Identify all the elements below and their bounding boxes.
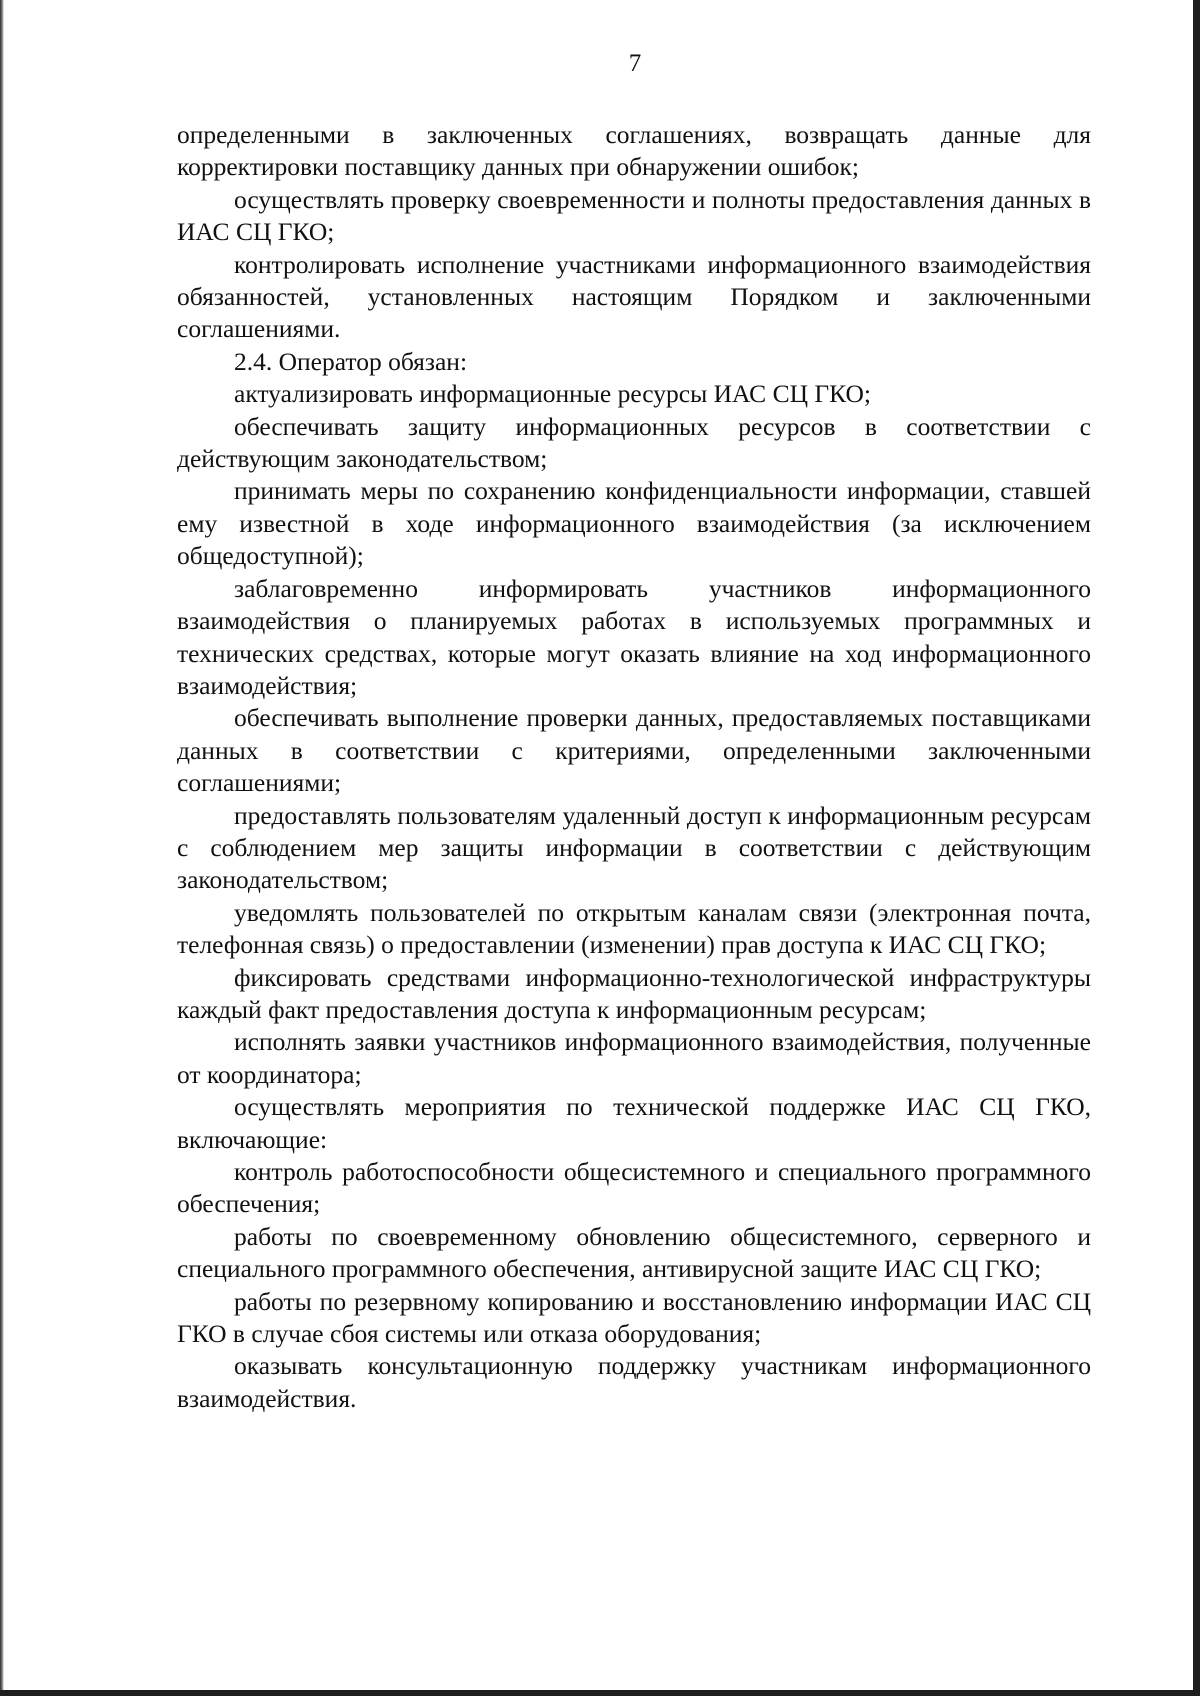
paragraph: оказывать консультационную поддержку участникам информационного взаимодействия. — [177, 1351, 1091, 1413]
paragraph: контроль работоспособности общесистемного и специального программного обеспечения; — [177, 1157, 1091, 1219]
paragraph-continuation: определенными в заключенных соглашениях, возвращать данные для корректировки поставщику данных при обнаружении ошибок; — [177, 120, 1091, 182]
section-heading: 2.4. Оператор обязан: — [234, 346, 468, 376]
paragraph: фиксировать средствами информационно-технологической инфраструктуры каждый факт предоставления доступа к информационным ресурсам; — [177, 962, 1091, 1024]
scan-edge-right — [1193, 0, 1200, 1696]
paragraph: работы по резервному копированию и восстановлению информации ИАС СЦ ГКО в случае сбоя системы или отказа оборудования; — [177, 1286, 1091, 1349]
paragraph: обеспечивать выполнение проверки данных, предоставляемых поставщиками данных в соответствии с критериями, определенными заключенными соглашениями; — [177, 703, 1091, 798]
scan-edge-bottom — [0, 1690, 1200, 1696]
paragraph: принимать меры по сохранению конфиденциальности информации, ставшей ему известной в ходе информационного взаимодействия (за исключением общедоступной); — [177, 476, 1091, 571]
page-number: 7 — [628, 50, 642, 77]
paragraph: контролировать исполнение участниками информационного взаимодействия обязанностей, установленных настоящим Порядком и заключенными соглашениями. — [177, 249, 1091, 344]
document-body — [177, 119, 1091, 1415]
scan-edge-left — [0, 0, 4, 1696]
paragraph: предоставлять пользователям удаленный доступ к информационным ресурсам с соблюдением мер защиты информации в соответствии с действующим законодательством; — [177, 800, 1091, 895]
paragraph: заблаговременно информировать участников информационного взаимодействия о планируемых работах в используемых программных и технических средствах, которые могут оказать влияние на ход информационного взаимодействия; — [177, 573, 1091, 700]
paragraph: уведомлять пользователей по открытым каналам связи (электронная почта, телефонная связь) о предоставлении (изменении) прав доступа к ИАС СЦ ГКО; — [177, 897, 1091, 960]
paragraph: исполнять заявки участников информационного взаимодействия, полученные от координатора; — [177, 1027, 1091, 1089]
paragraph: актуализировать информационные ресурсы ИАС СЦ ГКО; — [234, 379, 871, 409]
paragraph: осуществлять проверку своевременности и полноты предоставления данных в ИАС СЦ ГКО; — [177, 184, 1091, 247]
paragraph: обеспечивать защиту информационных ресурсов в соответствии с действующим законодательством; — [177, 411, 1091, 474]
paragraph: работы по своевременному обновлению общесистемного, серверного и специального программного обеспечения, антивирусной защите ИАС СЦ ГКО; — [177, 1221, 1091, 1284]
paragraph: осуществлять мероприятия по технической поддержке ИАС СЦ ГКО, включающие: — [177, 1092, 1091, 1154]
